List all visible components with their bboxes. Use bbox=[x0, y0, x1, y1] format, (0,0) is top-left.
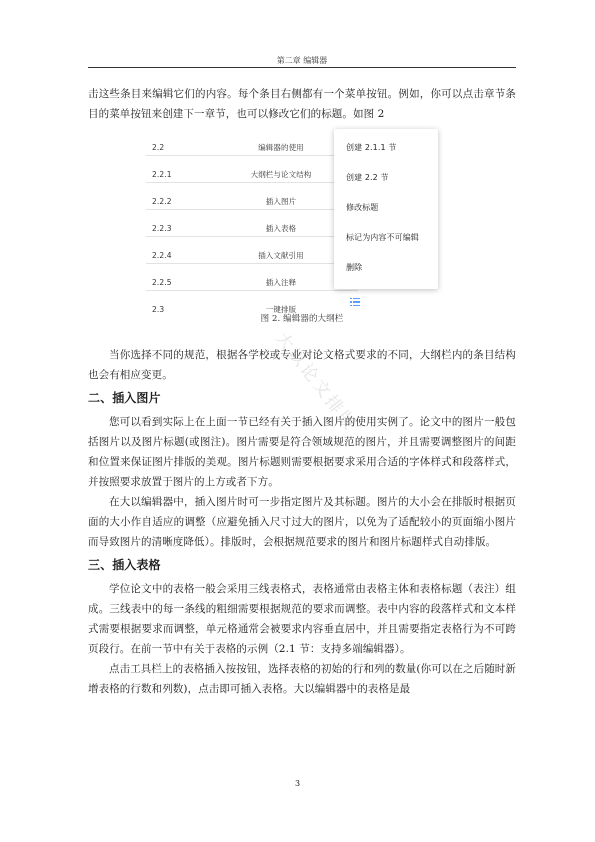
outline-row-number: 2.3 bbox=[152, 305, 165, 314]
header-rule bbox=[88, 67, 516, 68]
outline-row[interactable] bbox=[146, 237, 358, 264]
outline-table bbox=[146, 129, 358, 317]
page-header: 第二章 编辑器 bbox=[276, 56, 328, 65]
outline-row-title: 一键排版 bbox=[265, 305, 297, 314]
outline-row-title: 编辑器的使用 bbox=[258, 143, 304, 152]
paragraph-intro: 击这些条目来编辑它们的内容。每个条目右侧都有一个菜单按钮。例如，你可以点击章节条目的菜单按钮来创建下一章节，也可以修改它们的标题。如图 2 bbox=[88, 88, 516, 120]
menu-item-lock-content[interactable]: 标记为内容不可编辑 bbox=[346, 233, 419, 242]
paragraph-after-figure: 当你选择不同的规范，根据各学校或专业对论文格式要求的不同，大纲栏内的条目结构也会有相应变更。 bbox=[88, 349, 516, 381]
outline-row[interactable] bbox=[146, 156, 358, 183]
outline-row[interactable] bbox=[146, 129, 358, 156]
outline-row-number: 2.2.3 bbox=[152, 224, 172, 233]
outline-row[interactable] bbox=[146, 264, 358, 291]
paragraph-tables-1: 学位论文中的表格一般会采用三线表格式，表格通常由表格主体和表格标题（表注）组成。三线表中的每一条线的粗细需要根据规范的要求而调整。表中内容的段落样式和文本样式需要根据要求而调整，单元格通常会被要求内容垂直居中，并且需要指定表格行为不可跨页段行。在前一节中有关于表格的示例（2.1 节：支持多端编辑器）。 bbox=[88, 583, 516, 655]
section-heading-images: 二、插入图片 bbox=[88, 391, 161, 405]
menu-item-create-2-1-1[interactable]: 创建 2.1.1 节 bbox=[346, 143, 397, 152]
section-heading-tables: 三、插入表格 bbox=[88, 558, 161, 572]
page-number: 3 bbox=[294, 779, 301, 788]
outline-row-title: 大纲栏与论文结构 bbox=[250, 170, 312, 179]
outline-row[interactable] bbox=[146, 291, 358, 317]
outline-figure bbox=[146, 129, 438, 314]
paragraph-images-2: 在大以编辑器中，插入图片时可一步指定图片及其标题。图片的大小会在排版时根据页面的大小作自适应的调整（应避免插入尺寸过大的图片，以免为了适配较小的页面缩小图片而导致图片的清晰度降低）。排版时，会根据规范要求的图片和图片标题样式自动排版。 bbox=[88, 496, 516, 548]
menu-item-rename[interactable]: 修改标题 bbox=[346, 203, 379, 212]
paragraph-tables-2: 点击工具栏上的表格插入按按钮，选择表格的初始的行和列的数量(你可以在之后随时新增表格的行数和列数)，点击即可插入表格。大以编辑器中的表格是最 bbox=[88, 663, 516, 695]
outline-row-number: 2.2.2 bbox=[152, 197, 172, 206]
outline-row-number: 2.2 bbox=[152, 143, 165, 152]
context-menu bbox=[334, 129, 438, 289]
menu-item-create-2-2[interactable]: 创建 2.2 节 bbox=[346, 173, 389, 182]
paragraph-images-1: 您可以看到实际上在上面一节已经有关于插入图片的使用实例了。论文中的图片一般包括图片以及图片标题(或图注)。图片需要是符合领域规范的图片，并且需要调整图片的间距和位置来保证图片排版的美观。图片标题则需要根据要求采用合适的字体样式和段落样式，并按照要求放置于图片的上方或者下方。 bbox=[88, 416, 516, 488]
outline-row[interactable] bbox=[146, 183, 358, 210]
figure-caption: 图 2. 编辑器的大纲栏 bbox=[260, 314, 344, 324]
outline-row-title: 插入文献引用 bbox=[258, 251, 304, 260]
outline-row-number: 2.2.4 bbox=[152, 251, 172, 260]
watermark: 大以论文排版 bbox=[271, 328, 361, 436]
outline-row-title: 插入图片 bbox=[265, 197, 297, 206]
outline-row-title: 插入注释 bbox=[265, 278, 297, 287]
menu-item-delete[interactable]: 删除 bbox=[346, 263, 363, 272]
outline-row[interactable] bbox=[146, 210, 358, 237]
outline-row-title: 插入表格 bbox=[265, 224, 297, 233]
page-body bbox=[88, 84, 516, 699]
outline-row-number: 2.2.1 bbox=[152, 170, 172, 179]
outline-row-number: 2.2.5 bbox=[152, 278, 172, 287]
list-icon[interactable] bbox=[350, 298, 360, 306]
